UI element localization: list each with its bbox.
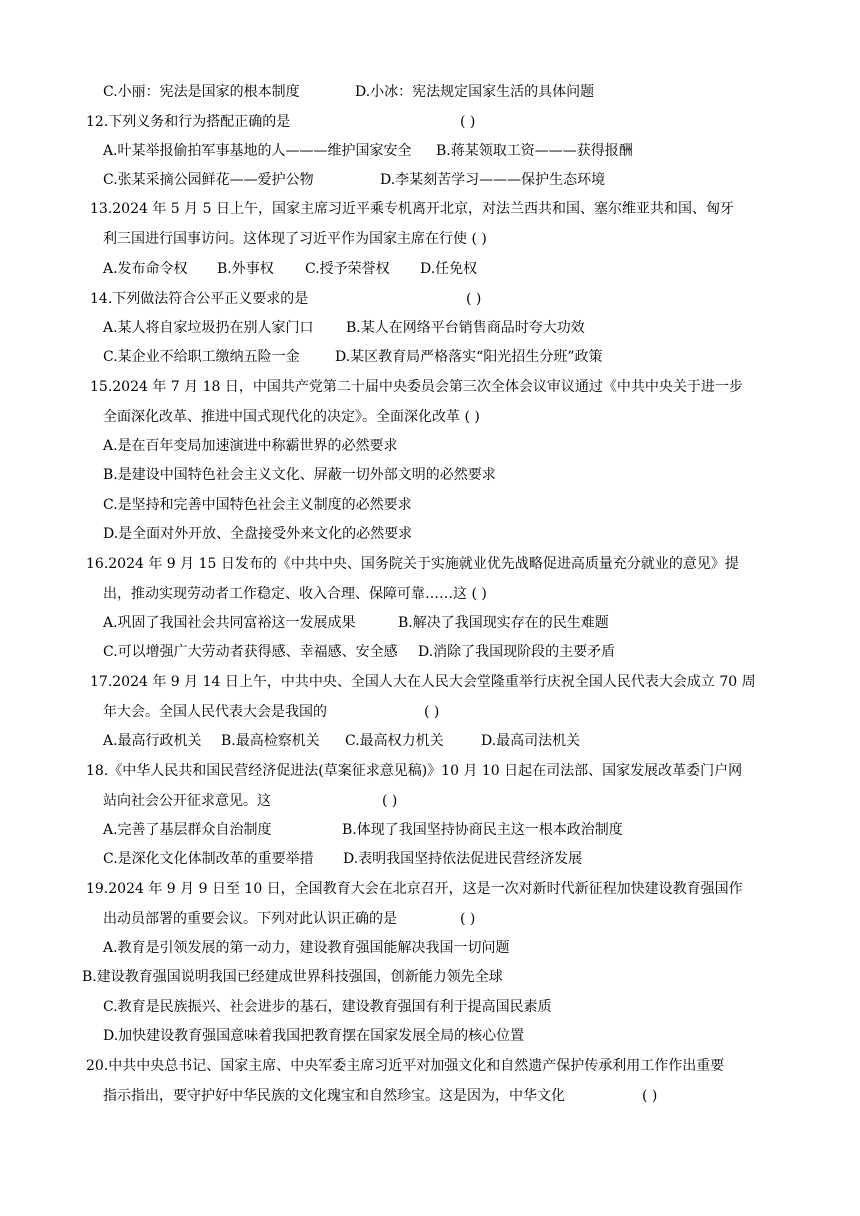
q19-stem-line1: 19.2024 年 9 月 9 日至 10 日，全国教育大会在北京召开，这是一次对新时代新征程加快建设教育强国作 [86, 881, 743, 897]
q14-option-c: C.某企业不给职工缴纳五险一金 [103, 349, 300, 365]
q12-option-a: A.叶某举报偷拍军事基地的人———维护国家安全 [103, 143, 412, 159]
q12-answer-paren: ( ) [460, 114, 476, 130]
q18-stem-line1: 18.《中华人民共和国民营经济促进法(草案征求意见稿)》10 月 10 日起在司法部、国家发展改革委门户网 [86, 763, 743, 779]
q16-option-c: C.可以增强广大劳动者获得感、幸福感、安全感 [103, 644, 398, 660]
q17-stem-line1: 17.2024 年 9 月 14 日上午，中共中央、全国人大在人民大会堂隆重举行庆祝全国人民代表大会成立 70 周 [90, 674, 756, 690]
q18-option-b: B.体现了我国坚持协商民主这一根本政治制度 [342, 822, 623, 838]
q16-option-d: D.消除了我国现阶段的主要矛盾 [418, 644, 616, 660]
q14-option-d: D.某区教育局严格落实“阳光招生分班”政策 [335, 349, 603, 365]
q14-stem: 14.下列做法符合公平正义要求的是 [90, 291, 309, 307]
q13-option-a: A.发布命令权 [103, 261, 188, 277]
q15-option-b: B.是建设中国特色社会主义文化、屏蔽一切外部文明的必然要求 [103, 467, 496, 483]
q19-option-c: C.教育是民族振兴、社会进步的基石，建设教育强国有利于提高国民素质 [103, 999, 552, 1015]
q18-answer-paren: ( ) [382, 793, 398, 809]
q20-stem-line1: 20.中共中央总书记、国家主席、中央军委主席习近平对加强文化和自然遗产保护传承利用工作作出重要 [86, 1058, 725, 1074]
q17-option-c: C.最高权力机关 [345, 733, 444, 749]
q18-option-a: A.完善了基层群众自治制度 [103, 822, 272, 838]
q11-option-d: D.小冰：宪法规定国家生活的具体问题 [355, 84, 595, 100]
q15-option-a: A.是在百年变局加速演进中称霸世界的必然要求 [103, 438, 398, 454]
q14-option-b: B.某人在网络平台销售商品时夸大功效 [346, 320, 585, 336]
q19-answer-paren: ( ) [460, 911, 476, 927]
q19-option-d: D.加快建设教育强国意味着我国把教育摆在国家发展全局的核心位置 [103, 1028, 525, 1044]
q18-stem-line2: 站向社会公开征求意见。这 [103, 793, 271, 809]
q13-option-d: D.任免权 [420, 261, 478, 277]
q13-option-c: C.授予荣誉权 [305, 261, 390, 277]
q14-answer-paren: ( ) [466, 291, 482, 307]
q13-stem-line2: 利三国进行国事访问。这体现了习近平作为国家主席在行使 ( ) [103, 231, 487, 247]
q15-option-c: C.是坚持和完善中国特色社会主义制度的必然要求 [103, 497, 412, 513]
q19-option-a: A.教育是引领发展的第一动力，建设教育强国能解决我国一切问题 [103, 940, 510, 956]
q18-option-c: C.是深化文化体制改革的重要举措 [103, 851, 314, 867]
q17-option-d: D.最高司法机关 [481, 733, 581, 749]
q12-option-d: D.李某刻苦学习———保护生态环境 [380, 172, 606, 188]
q15-stem-line1: 15.2024 年 7 月 18 日，中国共产党第二十届中央委员会第三次全体会议审议通过《中共中央关于进一步 [90, 379, 743, 395]
q19-stem-line2: 出动员部署的重要会议。下列对此认识正确的是 [103, 911, 397, 927]
q17-answer-paren: ( ) [424, 704, 440, 720]
q12-stem: 12.下列义务和行为搭配正确的是 [86, 114, 291, 130]
q13-option-b: B.外事权 [217, 261, 274, 277]
q16-stem-line1: 16.2024 年 9 月 15 日发布的《中共中央、国务院关于实施就业优先战略促进高质量充分就业的意见》提 [86, 556, 739, 572]
q14-option-a: A.某人将自家垃圾扔在别人家门口 [103, 320, 314, 336]
q13-stem-line1: 13.2024 年 5 月 5 日上午，国家主席习近平乘专机离开北京，对法兰西共和国、塞尔维亚共和国、匈牙 [90, 201, 734, 217]
q12-option-b: B.蒋某领取工资———获得报酬 [436, 143, 633, 159]
q15-stem-line2: 全面深化改革、推进中国式现代化的决定》。全面深化改革 ( ) [103, 409, 480, 425]
q15-option-d: D.是全面对外开放、全盘接受外来文化的必然要求 [103, 526, 413, 542]
q11-option-c: C.小丽：宪法是国家的根本制度 [103, 84, 300, 100]
q20-stem-line2: 指示指出，要守护好中华民族的文化瑰宝和自然珍宝。这是因为，中华文化 [103, 1088, 565, 1104]
q16-stem-line2: 出，推动实现劳动者工作稳定、收入合理、保障可靠……这 ( ) [103, 586, 487, 602]
q18-option-d: D.表明我国坚持依法促进民营经济发展 [343, 851, 583, 867]
q12-option-c: C.张某采摘公园鲜花——爱护公物 [103, 172, 314, 188]
q16-option-a: A.巩固了我国社会共同富裕这一发展成果 [103, 615, 356, 631]
q19-option-b: B.建设教育强国说明我国已经建成世界科技强国，创新能力领先全球 [82, 969, 503, 985]
q17-option-a: A.最高行政机关 [103, 733, 202, 749]
q20-answer-paren: ( ) [642, 1088, 658, 1104]
q17-option-b: B.最高检察机关 [221, 733, 320, 749]
q16-option-b: B.解决了我国现实存在的民生难题 [398, 615, 609, 631]
q17-stem-line2: 年大会。全国人民代表大会是我国的 [103, 704, 327, 720]
